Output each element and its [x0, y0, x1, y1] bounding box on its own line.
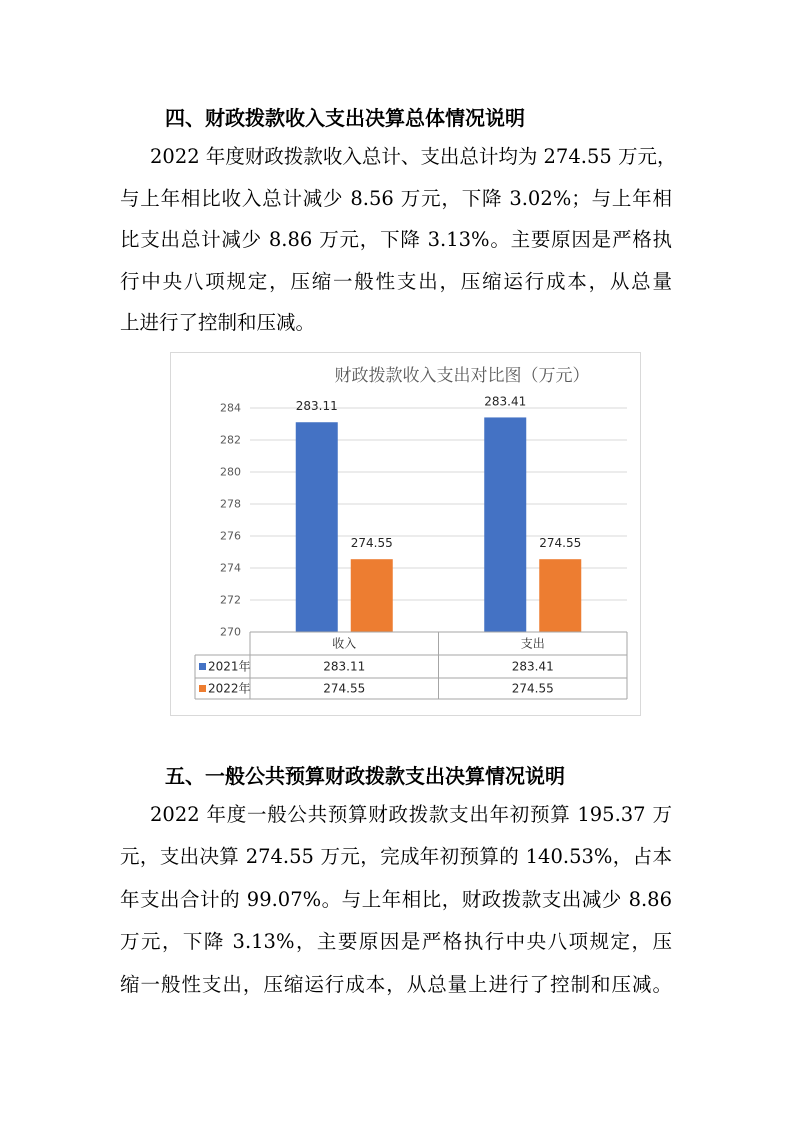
data-label: 283.41 [484, 394, 527, 409]
chart-canvas [170, 352, 641, 716]
y-tick-label: 272 [220, 593, 241, 607]
paragraph-line: 万元，下降 3.13%，主要原因是严格执行中央八项规定，压 [120, 930, 672, 954]
y-tick-label: 274 [220, 561, 241, 575]
section-4-paragraph [120, 136, 677, 344]
paragraph-line: 比支出总计减少 8.86 万元，下降 3.13%。主要原因是严格执 [120, 228, 672, 252]
data-label: 274.55 [539, 536, 582, 551]
section-5-paragraph [120, 794, 672, 1007]
data-table-value: 274.55 [511, 681, 554, 696]
paragraph-line: 上进行了控制和压减。 [120, 311, 316, 335]
bar-series-2-category-1 [351, 559, 393, 632]
data-table-value: 283.41 [511, 659, 554, 674]
data-label: 283.11 [295, 399, 338, 414]
data-label: 274.55 [350, 536, 393, 551]
data-table-category-header: 收入 [332, 636, 357, 651]
y-tick-label: 276 [220, 529, 241, 543]
paragraph-line: 元，支出决算 274.55 万元，完成年初预算的 140.53%，占本 [120, 845, 672, 869]
data-table-category-header: 支出 [520, 636, 545, 651]
section-5-heading: 五、一般公共预算财政拨款支出决算情况说明 [165, 764, 565, 788]
paragraph-line: 2022 年度一般公共预算财政拨款支出年初预算 195.37 万 [150, 802, 672, 826]
y-tick-label: 282 [220, 433, 241, 447]
legend-key [199, 685, 206, 692]
data-table-value: 274.55 [323, 681, 366, 696]
bar-series-1-category-1 [296, 422, 338, 632]
y-tick-label: 284 [220, 401, 241, 415]
data-table-value: 283.11 [323, 659, 366, 674]
data-table-series-name: 2021年 [208, 659, 251, 674]
bar-series-2-category-2 [539, 559, 581, 632]
paragraph-line: 缩一般性支出，压缩运行成本，从总量上进行了控制和压减。 [120, 972, 672, 996]
data-table-series-name: 2022年 [208, 681, 251, 696]
paragraph-line: 与上年相比收入总计减少 8.56 万元，下降 3.02%；与上年相 [120, 186, 672, 210]
paragraph-line: 年支出合计的 99.07%。与上年相比，财政拨款支出减少 8.86 [120, 887, 672, 911]
bar-series-1-category-2 [484, 417, 526, 632]
section-4-heading: 四、财政拨款收入支出决算总体情况说明 [165, 106, 525, 130]
paragraph-line: 2022 年度财政拨款收入总计、支出总计均为 274.55 万元， [150, 145, 677, 169]
paragraph-line: 行中央八项规定，压缩一般性支出，压缩运行成本，从总量 [120, 269, 672, 293]
chart-title: 财政拨款收入支出对比图（万元） [334, 366, 590, 386]
legend-key [199, 663, 206, 670]
y-tick-label: 278 [220, 497, 241, 511]
bar-chart [170, 352, 641, 716]
y-tick-label: 280 [220, 465, 241, 479]
y-tick-label: 270 [220, 625, 241, 639]
